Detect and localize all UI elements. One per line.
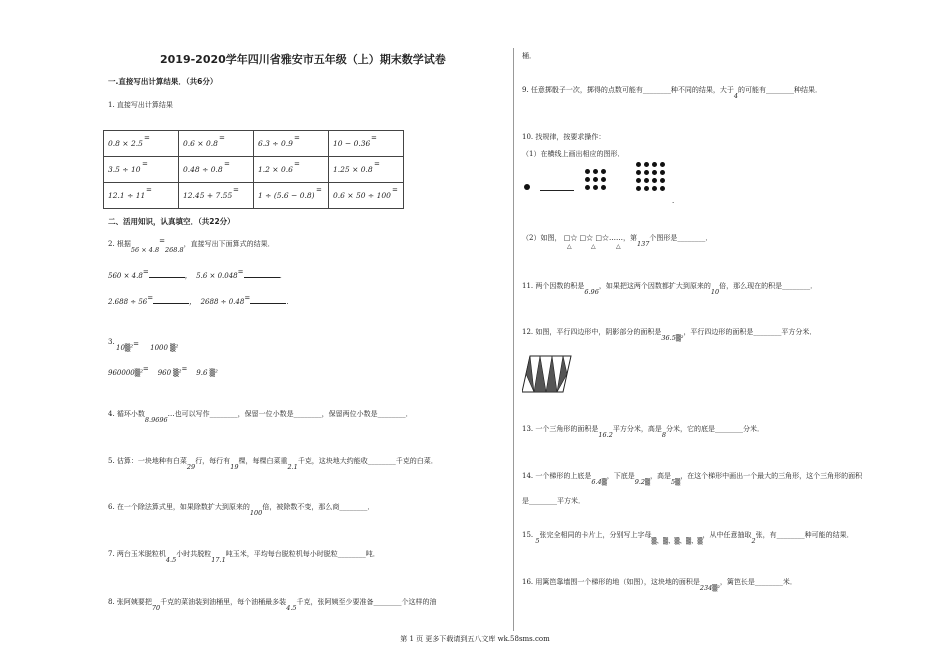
- q3-val-5: 9.6 ▒²: [196, 369, 218, 377]
- triangle-icon: △: [616, 243, 621, 250]
- q5-text-a: 5. 估算：一块地种有白菜: [108, 457, 187, 465]
- calc-cell[interactable]: [254, 183, 329, 209]
- q14-text-a: 14. 一个梯形的上底是: [522, 472, 592, 480]
- triangle-icon: △: [591, 243, 596, 250]
- q7-text-a: 7. 两台玉米脱粒机: [108, 550, 166, 558]
- q6-text-a: 6. 在一个除法算式里，如果除数扩大到原来的: [108, 503, 250, 511]
- q2-given: 56 × 4.8: [130, 246, 160, 254]
- calc-cell[interactable]: [329, 157, 404, 183]
- eq-sign: =: [219, 134, 225, 142]
- q15-text-b: 张完全相同的卡片上，分别写上字母: [539, 531, 652, 539]
- eq-sign: =: [142, 160, 148, 168]
- dot-figure-2: [585, 169, 606, 190]
- q13-val-1: 16.2: [598, 431, 613, 439]
- question-1: 1. 直接写出计算结果: [108, 101, 173, 109]
- eq-sign: =: [316, 186, 322, 194]
- calc-row: [104, 157, 404, 183]
- q8-text-c: 千克，张阿姨至少要准备________个这样的油: [296, 598, 437, 606]
- eq-sign: =: [146, 186, 152, 194]
- q2-given-result: 268.8: [164, 246, 184, 254]
- calc-row: [104, 131, 404, 157]
- q8-val-2: 4.5: [286, 604, 297, 612]
- calc-expression: 3.5 ÷ 10: [108, 165, 141, 174]
- q8-text-a: 8. 张阿姨要把: [108, 598, 152, 606]
- calc-cell[interactable]: [254, 131, 329, 157]
- question-14: [522, 472, 863, 486]
- question-12: [522, 328, 817, 342]
- q15-text-c: ，从中任意抽取: [702, 531, 752, 539]
- q2-expr-4: 2688 ÷ 0.48: [200, 298, 245, 306]
- question-8: [108, 598, 437, 612]
- q11-val-1: 6.96: [584, 288, 599, 296]
- answer-blank[interactable]: [250, 296, 286, 304]
- eq-sign: =: [237, 268, 244, 276]
- dot-figure-3: [636, 162, 665, 191]
- calc-cell[interactable]: [254, 157, 329, 183]
- calc-expression: 6.3 ÷ 0.9: [258, 139, 293, 148]
- question-6: [108, 503, 375, 517]
- q11-val-2: 10: [710, 288, 720, 296]
- question-7: [108, 550, 380, 564]
- q15-text-d: 张，有________种可能的结果．: [755, 531, 854, 539]
- eq-sign: =: [142, 365, 149, 373]
- calc-expression: 1.2 × 0.6: [258, 165, 293, 174]
- q15-val-2: 2: [751, 537, 756, 545]
- q15-letters: ▒、▒、▒、▒、▒: [651, 537, 703, 545]
- section1-heading: 一.直接写出计算结果．（共6分）: [108, 77, 218, 86]
- q2-row-2: 2.688 ÷ 56= ， 2688 ÷ 0.48= ．: [108, 294, 294, 306]
- question-5: [108, 457, 438, 471]
- calc-row: [104, 183, 404, 209]
- calc-expression: 0.48 ÷ 0.8: [183, 165, 223, 174]
- calc-table: [103, 130, 404, 209]
- eq-sign: =: [181, 365, 188, 373]
- calc-expression: 10 − 0.36: [333, 139, 371, 148]
- question-9: [522, 86, 823, 100]
- calc-cell[interactable]: [179, 157, 254, 183]
- q12-text-a: 12. 如图，平行四边形中，阴影部分的面积是: [522, 328, 662, 336]
- q10-text-d: 个图形是________．: [649, 234, 713, 242]
- q14-val-2: 9.2▒: [634, 478, 651, 486]
- triangle-icon: △: [567, 243, 572, 250]
- eq-sign: =: [374, 160, 380, 168]
- eq-sign: =: [133, 340, 139, 348]
- q3-val-3: 960000▒²: [108, 369, 143, 377]
- parallelogram-figure: [522, 355, 572, 393]
- q14-text-d: ，在这个梯形中画出一个最大的三角形，这个三角形的面积: [680, 472, 863, 480]
- q3-val-2: 1000 ▒²: [150, 344, 179, 352]
- q2-text-b: ，直接写出下面算式的结果．: [183, 240, 275, 248]
- q7-val-1: 4.5: [165, 556, 177, 564]
- q7-text-b: 小时共脱粒: [176, 550, 212, 558]
- calc-cell[interactable]: [104, 157, 179, 183]
- page-footer: 第 1 页 更多下载请到五八文库 wk.58sms.com: [400, 635, 550, 643]
- eq-sign: =: [142, 268, 149, 276]
- q5-text-d: 千克，这块地大约能收________千克的白菜．: [297, 457, 438, 465]
- q4-text-b: …也可以写作________，保留一位小数是________，保留两位小数是________．: [167, 410, 413, 418]
- q9-text-a: 9. 任意掷骰子一次，掷得的点数可能有________种不同的结果，大于: [522, 86, 734, 94]
- q8-val-1: 70: [151, 604, 161, 612]
- q7-text-c: 吨玉米，平均每台脱粒机每小时脱粒________吨．: [225, 550, 380, 558]
- eq-sign: =: [371, 134, 377, 142]
- eq-sign: =: [233, 186, 239, 194]
- q2-text-a: 2. 根据: [108, 240, 131, 248]
- eq-sign: =: [294, 134, 300, 142]
- calc-expression: 0.8 × 2.5: [108, 139, 143, 148]
- q16-text-a: 16. 用篱笆靠墙围一个梯形的地（如图），这块地的面积是: [522, 578, 700, 586]
- q5-val-3: 2.1: [287, 463, 298, 471]
- q3-val-1: 10▒²: [116, 344, 134, 352]
- question-4: [108, 410, 413, 424]
- q6-val-1: 100: [249, 509, 263, 517]
- q10-val-1: 137: [637, 240, 650, 248]
- question-10: 10. 找规律，按要求操作：: [522, 133, 606, 141]
- calc-cell[interactable]: [104, 183, 179, 209]
- q13-text-c: 分米，它的底是________分米．: [665, 425, 764, 433]
- calc-cell[interactable]: [104, 131, 179, 157]
- eq-sign: =: [392, 186, 398, 194]
- q2-expr-3: 2.688 ÷ 56: [108, 298, 148, 306]
- q15-text-a: 15.: [522, 531, 536, 539]
- eq-sign: =: [244, 294, 251, 302]
- q14-text-b: ，下底是: [606, 472, 635, 480]
- q14-val-1: 6.4▒: [591, 478, 607, 486]
- q12-val-1: 36.5▒²: [661, 334, 684, 342]
- q2-given-eq: =: [159, 237, 165, 245]
- calc-expression: 0.6 × 50 ÷ 100: [333, 191, 391, 200]
- q14-text-c: ，高是: [650, 472, 672, 480]
- q4-value: 8.9696: [144, 416, 168, 424]
- question-3-number: 3.: [108, 338, 115, 346]
- q2-expr-2: 5.6 × 0.048: [196, 272, 238, 280]
- q14-val-3: 5▒: [671, 478, 681, 486]
- calc-expression: 1 ÷ (5.6 − 0.8): [258, 191, 315, 200]
- calc-cell[interactable]: [329, 183, 404, 209]
- calc-expression: 0.6 × 0.8: [183, 139, 218, 148]
- q13-val-2: 8: [661, 431, 666, 439]
- question-13: [522, 425, 764, 439]
- q11-text-b: ，如果把这两个因数都扩大到原来的: [598, 282, 711, 290]
- answer-blank[interactable]: [149, 270, 185, 278]
- question-2: [108, 237, 275, 254]
- q8-text-b: 千克的菜油装到油桶里，每个油桶最多装: [160, 598, 287, 606]
- question-15: [522, 531, 854, 545]
- q5-text-b: 行，每行有: [195, 457, 231, 465]
- q9-val-1: 4: [733, 92, 739, 100]
- calc-cell[interactable]: [329, 131, 404, 157]
- q4-text-a: 4. 循环小数: [108, 410, 145, 418]
- q3-row-1: [116, 340, 179, 353]
- question-11: [522, 282, 818, 296]
- q10-sequence: □☆ □☆ □☆……，第: [563, 234, 637, 242]
- q13-text-b: 平方分米，高是: [612, 425, 662, 433]
- q8-continued: 桶．: [522, 52, 536, 60]
- question-16: [522, 578, 797, 592]
- q5-val-2: 19: [230, 463, 239, 471]
- calc-cell[interactable]: [179, 131, 254, 157]
- q9-text-b: 的可能有________种结果．: [738, 86, 823, 94]
- eq-sign: =: [294, 160, 300, 168]
- page-title: 2019-2020学年四川省雅安市五年级（上）期末数学试卷: [160, 53, 446, 66]
- dot-figure-1: [524, 184, 530, 190]
- q5-val-1: 29: [186, 463, 196, 471]
- q3-val-4: 960 ▒²: [157, 369, 182, 377]
- calc-expression: 12.1 ÷ 11: [108, 191, 146, 200]
- answer-blank[interactable]: [153, 296, 189, 304]
- q13-text-a: 13. 一个三角形的面积是: [522, 425, 599, 433]
- q6-text-b: 倍，被除数不变，那么商________．: [262, 503, 375, 511]
- calc-expression: 1.25 × 0.8: [333, 165, 373, 174]
- q10-text-c: （2）如图，: [522, 234, 562, 242]
- eq-sign: =: [144, 134, 150, 142]
- q16-text-b: ，篱笆长是________米．: [719, 578, 797, 586]
- q10-draw-blank[interactable]: [540, 189, 574, 191]
- eq-sign: =: [224, 160, 230, 168]
- q11-text-c: 倍，那么现在的积是________．: [719, 282, 818, 290]
- q2-row-1: 560 × 4.8= ， 5.6 × 0.048= ．: [108, 268, 287, 280]
- q7-val-2: 17.1: [211, 556, 226, 564]
- q11-text-a: 11. 两个因数的积是: [522, 282, 585, 290]
- q10-part-1: （1）在横线上画出相应的图形．: [522, 150, 625, 158]
- exam-page: 2019-2020学年四川省雅安市五年级（上）期末数学试卷 一.直接写出计算结果．（共6分） 1. 直接写出计算结果 0.8 × 2.5 = 0.6 × 0.8 = 6.3 ÷ 0.9 = 10 − 0.36 = 3.5 ÷ 10 = 0.48 ÷ 0.8 = 1.2 × 0.6 = 1.25 × 0.8 = 12.1 ÷ 11 = 12.45 + 7.55 = 1 ÷ (5.6 − 0.8) = 0.6 × 50 ÷ 100 = 二、活用知识，认真填空．（共22分） 2. 根据56 × 4.8=268.8，直接写出下面算式的结果． 560 × 4.8= ， 5.6 × 0.048= ． 2.688 ÷ 56= ， 2688 ÷ 0.48= ． 3. 10▒²= 1000 ▒² 960000▒²= 960 ▒²= 9.6 ▒² 4. 循环小数8.9696…也可以写作________，保留一位小数是________，保留两位小数是________． 5. 估算：一块地种有白菜29行，每行有19棵，每棵白菜重2.1千克，这块地大约能收________千克的白菜． 6. 在一个除法算式里，如果除数扩大到原来的100倍，被除数不变，那么商________． 7. 两台玉米脱粒机4.5小时共脱粒17.1吨玉米，平均每台脱粒机每小时脱粒________吨． 8. 张阿姨要把70千克的菜油装到油桶里，每个油桶最多装4.5千克，张阿姨至少要准备________个这样的油 桶． 9. 任意掷骰子一次，掷得的点数可能有________种不同的结果，大于4的可能有________种结果． 10. 找规律，按要求操作： （1）在横线上画出相应的图形． . （2）如图， □☆ □☆ □☆……，第137个图形是________． △ △ △ 11. 两个因数的积是6.96，如果把这两个因数都扩大到原来的10倍，那么现在的积是________． 12. 如图，平行四边形中，阴影部分的面积是36.5▒²，平行四边形的面积是________平方分米． 13. 一个三角形的面积是16.2平方分米，高是8分米，它的底是________分米． 14. 一个梯形的上底是6.4▒，下底是9.2▒，高是5▒，在这个梯形中画出一个最大的三角形，这个三角形的面积 是________平方米． 15. 5张完全相同的卡片上，分别写上字母▒、▒、▒、▒、▒，从中任意抽取2张，有________种可能的结果． 16. 用篱笆靠墙围一个梯形的地（如图），这块地的面积是234▒²，篱笆长是________米． 第 1 页 更多下载请到五八文库 wk.58sms.com: [0, 0, 950, 672]
- q5-text-c: 棵，每棵白菜重: [238, 457, 288, 465]
- calc-cell[interactable]: [179, 183, 254, 209]
- q12-text-b: ，平行四边形的面积是________平方分米．: [683, 328, 817, 336]
- answer-blank[interactable]: [244, 270, 280, 278]
- q15-val-1: 5: [535, 537, 540, 545]
- column-divider: [513, 48, 514, 631]
- q2-expr-1: 560 × 4.8: [108, 272, 143, 280]
- q16-val-1: 234▒²: [699, 584, 720, 592]
- section2-heading: 二、活用知识，认真填空．（共22分）: [108, 217, 235, 226]
- calc-expression: 12.45 + 7.55: [183, 191, 233, 200]
- q14-continued: 是________平方米．: [522, 497, 585, 505]
- eq-sign: =: [147, 294, 154, 302]
- q3-row-2: [108, 365, 218, 378]
